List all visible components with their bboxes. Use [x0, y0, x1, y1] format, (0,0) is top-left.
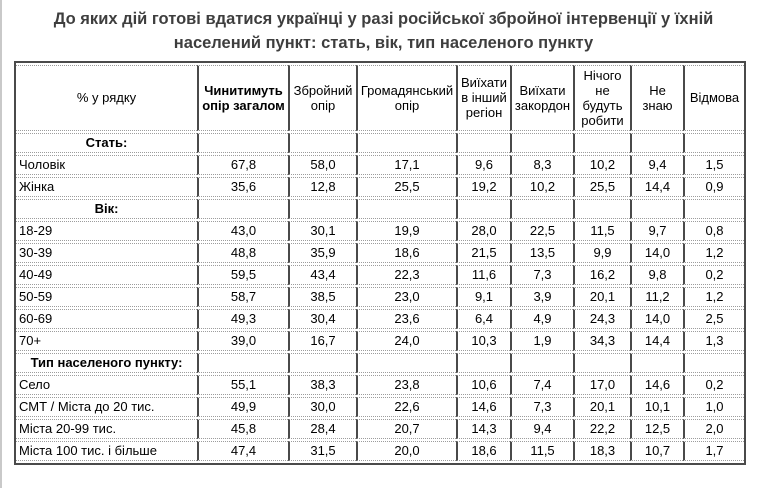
empty-cell: [456, 199, 510, 219]
row-label: 50-59: [16, 287, 197, 307]
value-cell: 10,1: [630, 397, 683, 417]
section-label: Вік:: [16, 199, 197, 219]
value-cell: 35,9: [288, 243, 356, 263]
value-cell: 0,8: [683, 221, 744, 241]
value-cell: 14,4: [630, 177, 683, 197]
value-cell: 4,9: [510, 309, 573, 329]
value-cell: 1,2: [683, 287, 744, 307]
value-cell: 10,2: [510, 177, 573, 197]
value-cell: 9,9: [573, 243, 630, 263]
value-cell: 18,6: [456, 441, 510, 461]
header-row: [16, 65, 744, 131]
value-cell: 22,3: [356, 265, 456, 285]
empty-cell: [573, 199, 630, 219]
value-cell: 49,9: [197, 397, 288, 417]
value-cell: 24,0: [356, 331, 456, 351]
table-row: [16, 441, 744, 461]
value-cell: 23,6: [356, 309, 456, 329]
row-label: Міста 100 тис. і більше: [16, 441, 197, 461]
table-row: [16, 309, 744, 329]
value-cell: 55,1: [197, 375, 288, 395]
value-cell: 47,4: [197, 441, 288, 461]
section-row: [16, 353, 744, 373]
empty-cell: [573, 133, 630, 153]
empty-cell: [630, 133, 683, 153]
value-cell: 10,3: [456, 331, 510, 351]
empty-cell: [197, 353, 288, 373]
column-header: Виїхати закордон: [510, 65, 573, 131]
column-header: Збройний опір: [288, 65, 356, 131]
value-cell: 20,7: [356, 419, 456, 439]
value-cell: 1,2: [683, 243, 744, 263]
value-cell: 67,8: [197, 155, 288, 175]
empty-cell: [197, 199, 288, 219]
column-header: Відмова: [683, 65, 744, 131]
empty-cell: [356, 199, 456, 219]
value-cell: 14,0: [630, 309, 683, 329]
empty-cell: [288, 133, 356, 153]
value-cell: 9,6: [456, 155, 510, 175]
value-cell: 34,3: [573, 331, 630, 351]
empty-cell: [456, 133, 510, 153]
column-header: Чинитимуть опір загалом: [197, 65, 288, 131]
value-cell: 14,3: [456, 419, 510, 439]
table-row: [16, 155, 744, 175]
value-cell: 22,6: [356, 397, 456, 417]
row-label: 40-49: [16, 265, 197, 285]
value-cell: 11,5: [573, 221, 630, 241]
empty-cell: [197, 133, 288, 153]
value-cell: 14,6: [456, 397, 510, 417]
value-cell: 28,0: [456, 221, 510, 241]
value-cell: 9,4: [630, 155, 683, 175]
value-cell: 1,5: [683, 155, 744, 175]
value-cell: 1,0: [683, 397, 744, 417]
empty-cell: [356, 353, 456, 373]
value-cell: 30,4: [288, 309, 356, 329]
value-cell: 16,7: [288, 331, 356, 351]
value-cell: 19,2: [456, 177, 510, 197]
value-cell: 14,4: [630, 331, 683, 351]
empty-cell: [510, 353, 573, 373]
row-label: 60-69: [16, 309, 197, 329]
value-cell: 39,0: [197, 331, 288, 351]
value-cell: 0,2: [683, 265, 744, 285]
value-cell: 19,9: [356, 221, 456, 241]
value-cell: 11,2: [630, 287, 683, 307]
value-cell: 14,6: [630, 375, 683, 395]
value-cell: 22,5: [510, 221, 573, 241]
row-label: Міста 20-99 тис.: [16, 419, 197, 439]
table-row: [16, 397, 744, 417]
value-cell: 10,6: [456, 375, 510, 395]
value-cell: 10,7: [630, 441, 683, 461]
table-row: [16, 287, 744, 307]
empty-cell: [630, 199, 683, 219]
value-cell: 14,0: [630, 243, 683, 263]
section-row: [16, 199, 744, 219]
row-label: Село: [16, 375, 197, 395]
table-row: [16, 331, 744, 351]
column-header: Не знаю: [630, 65, 683, 131]
empty-cell: [683, 199, 744, 219]
value-cell: 9,7: [630, 221, 683, 241]
value-cell: 30,0: [288, 397, 356, 417]
empty-cell: [573, 353, 630, 373]
empty-cell: [683, 133, 744, 153]
value-cell: 18,3: [573, 441, 630, 461]
value-cell: 59,5: [197, 265, 288, 285]
column-header: Виїхати в інший регіон: [456, 65, 510, 131]
value-cell: 17,1: [356, 155, 456, 175]
value-cell: 6,4: [456, 309, 510, 329]
value-cell: 9,4: [510, 419, 573, 439]
table-row: [16, 375, 744, 395]
value-cell: 25,5: [356, 177, 456, 197]
survey-table: [14, 61, 746, 465]
value-cell: 11,5: [510, 441, 573, 461]
empty-cell: [288, 199, 356, 219]
value-cell: 13,5: [510, 243, 573, 263]
value-cell: 43,0: [197, 221, 288, 241]
column-header-row-percent: % у рядку: [16, 65, 197, 131]
empty-cell: [356, 133, 456, 153]
empty-cell: [510, 133, 573, 153]
row-label: Жінка: [16, 177, 197, 197]
value-cell: 22,2: [573, 419, 630, 439]
table-body: [16, 133, 744, 461]
value-cell: 9,8: [630, 265, 683, 285]
value-cell: 21,5: [456, 243, 510, 263]
value-cell: 35,6: [197, 177, 288, 197]
table-row: [16, 221, 744, 241]
value-cell: 38,3: [288, 375, 356, 395]
table-row: [16, 419, 744, 439]
value-cell: 10,2: [573, 155, 630, 175]
value-cell: 2,5: [683, 309, 744, 329]
value-cell: 43,4: [288, 265, 356, 285]
table-row: [16, 243, 744, 263]
value-cell: 23,8: [356, 375, 456, 395]
value-cell: 20,1: [573, 397, 630, 417]
value-cell: 0,9: [683, 177, 744, 197]
value-cell: 58,7: [197, 287, 288, 307]
value-cell: 31,5: [288, 441, 356, 461]
column-header: Нічого не будуть робити: [573, 65, 630, 131]
value-cell: 24,3: [573, 309, 630, 329]
section-label: Стать:: [16, 133, 197, 153]
empty-cell: [630, 353, 683, 373]
value-cell: 11,6: [456, 265, 510, 285]
value-cell: 2,0: [683, 419, 744, 439]
value-cell: 3,9: [510, 287, 573, 307]
value-cell: 28,4: [288, 419, 356, 439]
value-cell: 7,4: [510, 375, 573, 395]
row-label: 30-39: [16, 243, 197, 263]
row-label: СМТ / Міста до 20 тис.: [16, 397, 197, 417]
value-cell: 30,1: [288, 221, 356, 241]
value-cell: 38,5: [288, 287, 356, 307]
value-cell: 1,7: [683, 441, 744, 461]
column-header: Громадянський опір: [356, 65, 456, 131]
value-cell: 20,1: [573, 287, 630, 307]
value-cell: 45,8: [197, 419, 288, 439]
value-cell: 12,8: [288, 177, 356, 197]
value-cell: 18,6: [356, 243, 456, 263]
value-cell: 48,8: [197, 243, 288, 263]
value-cell: 0,2: [683, 375, 744, 395]
value-cell: 23,0: [356, 287, 456, 307]
value-cell: 20,0: [356, 441, 456, 461]
table-row: [16, 177, 744, 197]
value-cell: 17,0: [573, 375, 630, 395]
section-label: Тип населеного пункту:: [16, 353, 197, 373]
empty-cell: [456, 353, 510, 373]
row-label: Чоловік: [16, 155, 197, 175]
page-title: До яких дій готові вдатися українці у разі російської збройної інтервенції у їхній населений пункт: стать, вік, тип населеного пункту: [53, 10, 714, 52]
value-cell: 9,1: [456, 287, 510, 307]
row-label: 70+: [16, 331, 197, 351]
value-cell: 16,2: [573, 265, 630, 285]
table-row: [16, 265, 744, 285]
value-cell: 1,9: [510, 331, 573, 351]
value-cell: 1,3: [683, 331, 744, 351]
value-cell: 12,5: [630, 419, 683, 439]
empty-cell: [288, 353, 356, 373]
section-row: [16, 133, 744, 153]
empty-cell: [510, 199, 573, 219]
empty-cell: [683, 353, 744, 373]
value-cell: 8,3: [510, 155, 573, 175]
value-cell: 25,5: [573, 177, 630, 197]
value-cell: 58,0: [288, 155, 356, 175]
value-cell: 49,3: [197, 309, 288, 329]
row-label: 18-29: [16, 221, 197, 241]
value-cell: 7,3: [510, 265, 573, 285]
value-cell: 7,3: [510, 397, 573, 417]
